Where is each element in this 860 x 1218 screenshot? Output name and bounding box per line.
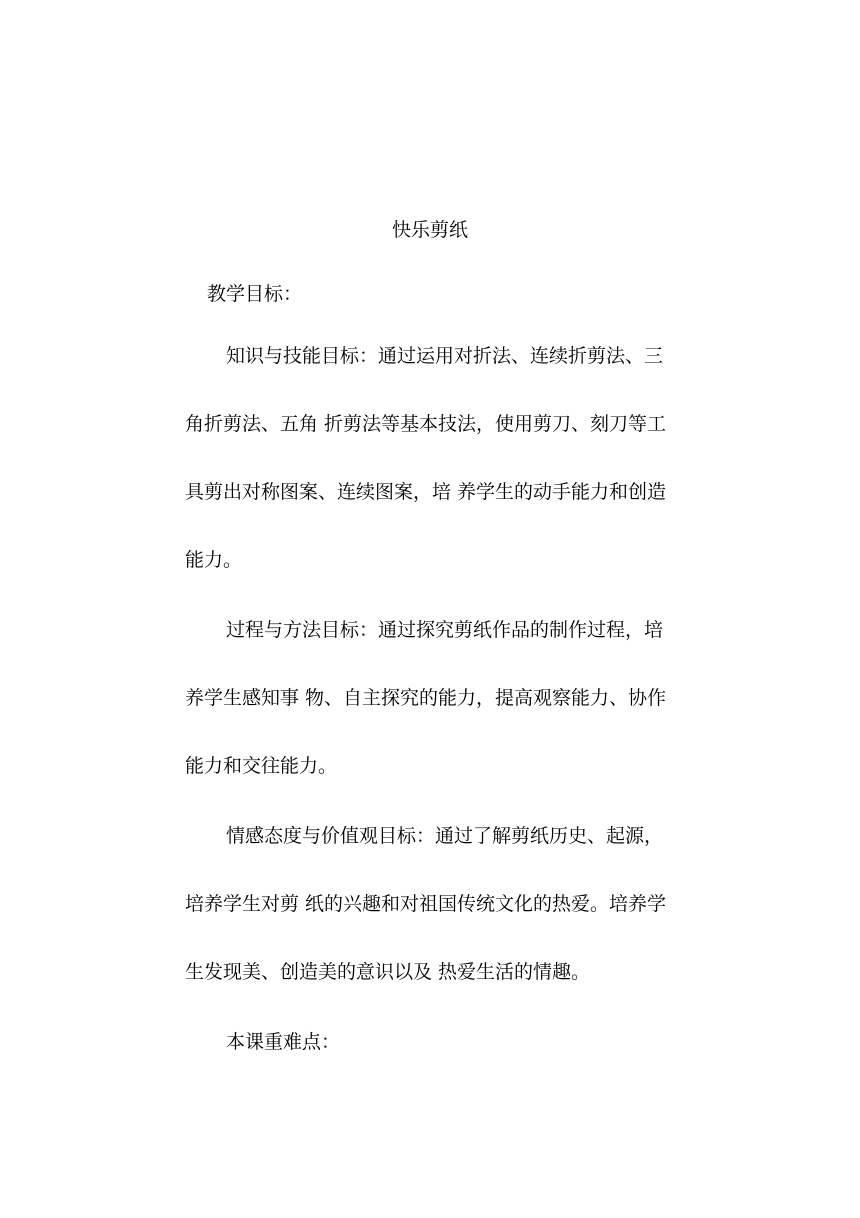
- paragraph-line: 养学生感知事 物、自主探究的能力，提高观察能力、协作: [185, 687, 667, 709]
- paragraph-key-difficulties: [185, 1008, 680, 1076]
- paragraph-process-methods: [185, 596, 680, 800]
- section-heading-teaching-goals: 教学目标：: [207, 283, 303, 305]
- paragraph-line: 本课重难点：: [226, 1031, 341, 1053]
- paragraph-line: 知识与技能目标：通过运用对折法、连续折剪法、三: [226, 345, 664, 367]
- paragraph-line: 培养学生对剪 纸的兴趣和对祖国传统文化的热爱。培养学: [185, 893, 667, 915]
- paragraph-line: 能力。: [185, 549, 243, 571]
- paragraph-knowledge-skills: [185, 322, 680, 594]
- paragraph-line: 生发现美、创造美的意识以及 热爱生活的情趣。: [185, 961, 591, 983]
- page-title: 快乐剪纸: [391, 219, 468, 241]
- paragraph-line: 能力和交往能力。: [185, 755, 338, 777]
- paragraph-line: 情感态度与价值观目标：通过了解剪纸历史、起源，: [226, 825, 664, 847]
- paragraph-line: 具剪出对称图案、连续图案，培 养学生的动手能力和创造: [185, 481, 667, 503]
- paragraph-line: 过程与方法目标：通过探究剪纸作品的制作过程，培: [226, 619, 664, 641]
- paragraph-line: 角折剪法、五角 折剪法等基本技法，使用剪刀、刻刀等工: [185, 413, 667, 435]
- paragraph-emotion-values: [185, 802, 680, 1006]
